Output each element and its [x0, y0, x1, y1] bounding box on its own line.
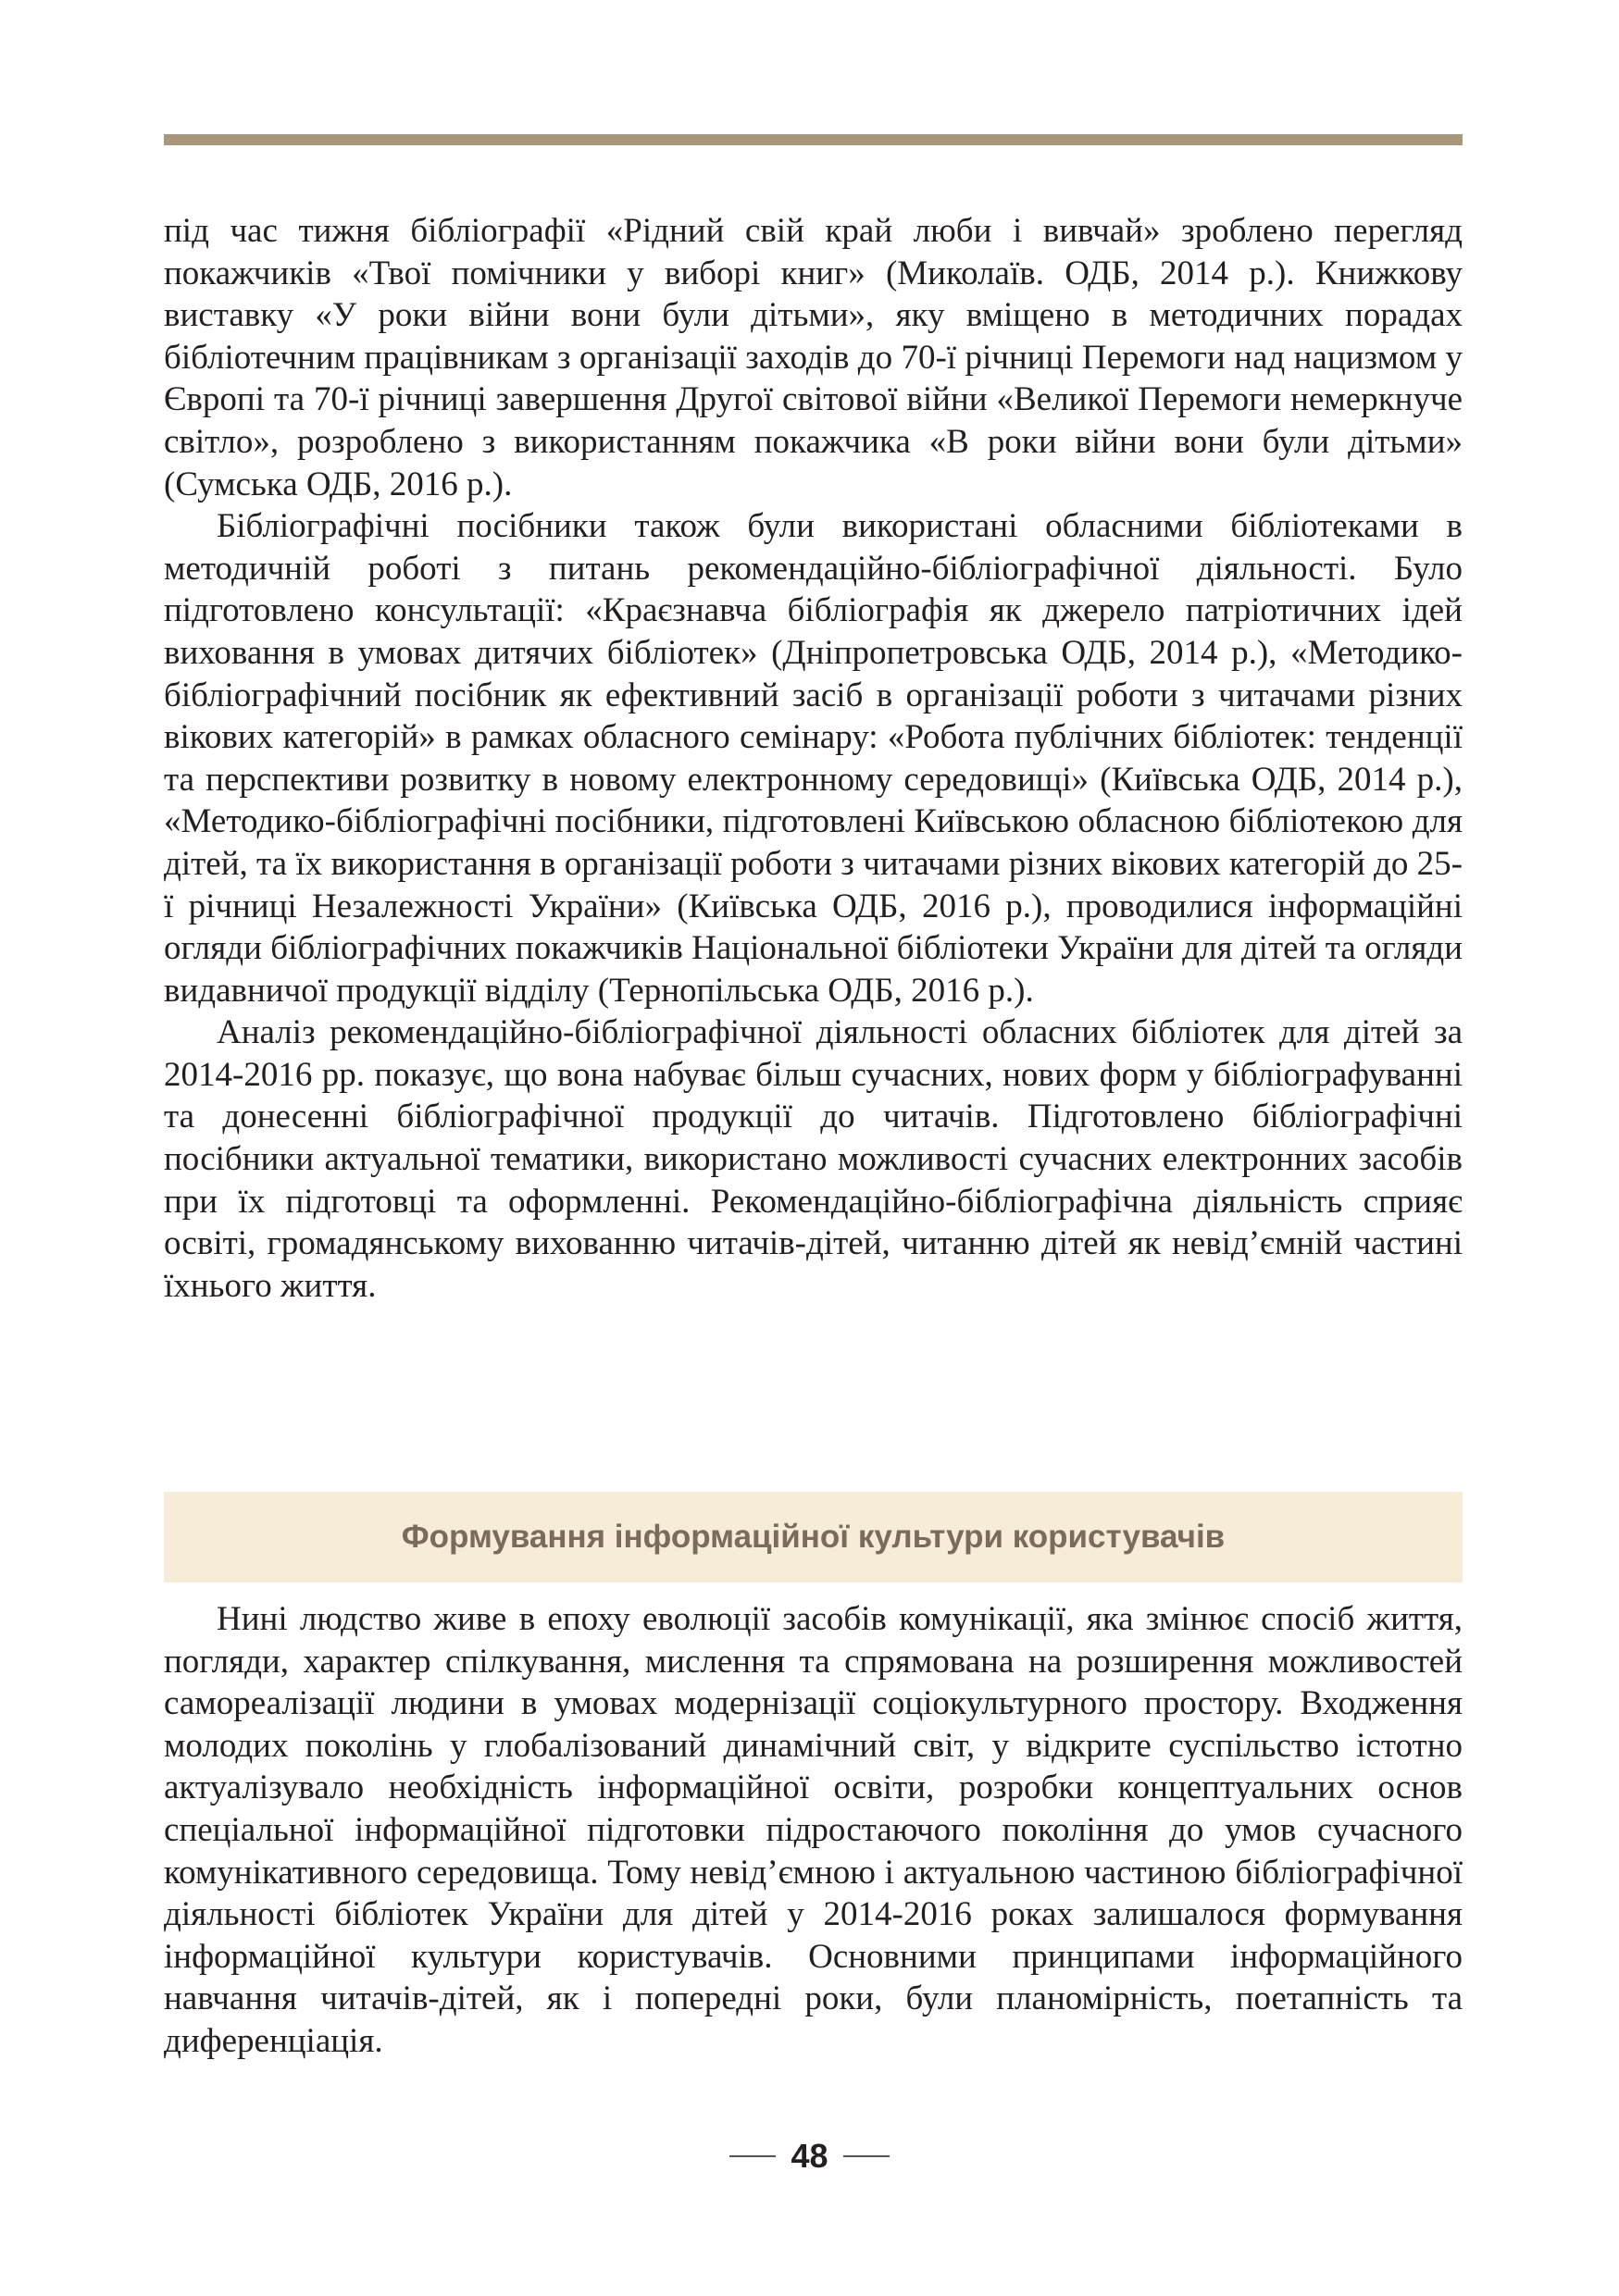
- paragraph-information-culture: Нині людство живе в епоху еволюції засобів комунікації, яка змінює спосіб життя, погляди, характер спілкування, мислення та спрямована на розширення можливостей самореалізації людини в умовах модернізації соціокультурного простору. Входження молодих поколінь у глобалізований динамічний світ, у відкрите суспільство істотно актуалізувало необхідність інформаційної освіти, розробки концептуальних основ спеціальної інформаційної підготовки підростаючого покоління до умов сучасного комунікативного середовища. Тому невід’ємною і актуальною частиною бібліографічної діяльності бібліотек України для дітей у 2014-2016 роках залишалося формування інформаційної культури користувачів. Основними принципами інформаційного навчання читачів-дітей, як і попередні роки, були планомірність, поетапність та диференціація.: [164, 1600, 1463, 2060]
- paragraph-analysis: Аналіз рекомендаційно-бібліографічної діяльності обласних бібліотек для дітей за 2014-2016 рр. показує, що вона набуває більш сучасних, нових форм у бібліографуванні та донесенні бібліографічної продукції до читачів. Підготовлено бібліографічні посібники актуальної тематики, використано можливості сучасних електронних засобів при їх підготовці та оформленні. Рекомендаційно-бібліографічна діяльність сприяє освіті, громадянському вихованню читачів-дітей, читанню дітей як невід’ємній частині їхнього життя.: [164, 1013, 1463, 1305]
- section-heading-box: [164, 1492, 1463, 1582]
- paragraph-bibliographic-aids: Бібліографічні посібники також були використані обласними бібліотеками в методичній роботі з питань рекомендаційно-бібліографічної діяльності. Було підготовлено консультації: «Краєзнавча бібліографія як джерело патріотичних ідей виховання в умовах дитячих бібліотек» (Дніпропетровська ОДБ, 2014 р.), «Методико-бібліографічний посібник як ефективний засіб в організації роботи з читачами різних вікових категорій» в рамках обласного семінару: «Робота публічних бібліотек: тенденції та перспективи розвитку в новому електронному середовищі» (Київська ОДБ, 2014 р.), «Методико-бібліографічні посібники, підготовлені Київською обласною бібліотекою для дітей, та їх використання в організації роботи з читачами різних вікових категорій до 25-ї річниці Незалежності України» (Київська ОДБ, 2016 р.), проводилися інформаційні огляди бібліографічних покажчиків Національної бібліотеки України для дітей та огляди видавничої продукції відділу (Тернопільська ОДБ, 2016 р.).: [164, 507, 1463, 1010]
- page-footer: [0, 2133, 1619, 2179]
- section-heading-title: Формування інформаційної культури користувачів: [401, 1519, 1226, 1555]
- text-block-upper: [164, 210, 1463, 1307]
- page-number: 48: [791, 2137, 828, 2175]
- footer-dash-left: [729, 2155, 776, 2157]
- top-decorative-rule: [164, 134, 1463, 145]
- paragraph-continuation: під час тижня бібліографії «Рідний свій край люби і вивчай» зроблено перегляд покажчиків «Твої помічники у виборі книг» (Миколаїв. ОДБ, 2014 р.). Книжкову виставку «У роки війни вони були дітьми», яку вміщено в методичних порадах бібліотечним працівникам з організації заходів до 70-ї річниці Перемоги над нацизмом у Європі та 70-ї річниці завершення Другої світової війни «Великої Перемоги немеркнуче світло», розроблено з використанням покажчика «В роки війни вони були дітьми» (Сумська ОДБ, 2016 р.).: [164, 212, 1463, 503]
- text-block-lower: [164, 1598, 1463, 2063]
- footer-dash-right: [843, 2155, 890, 2157]
